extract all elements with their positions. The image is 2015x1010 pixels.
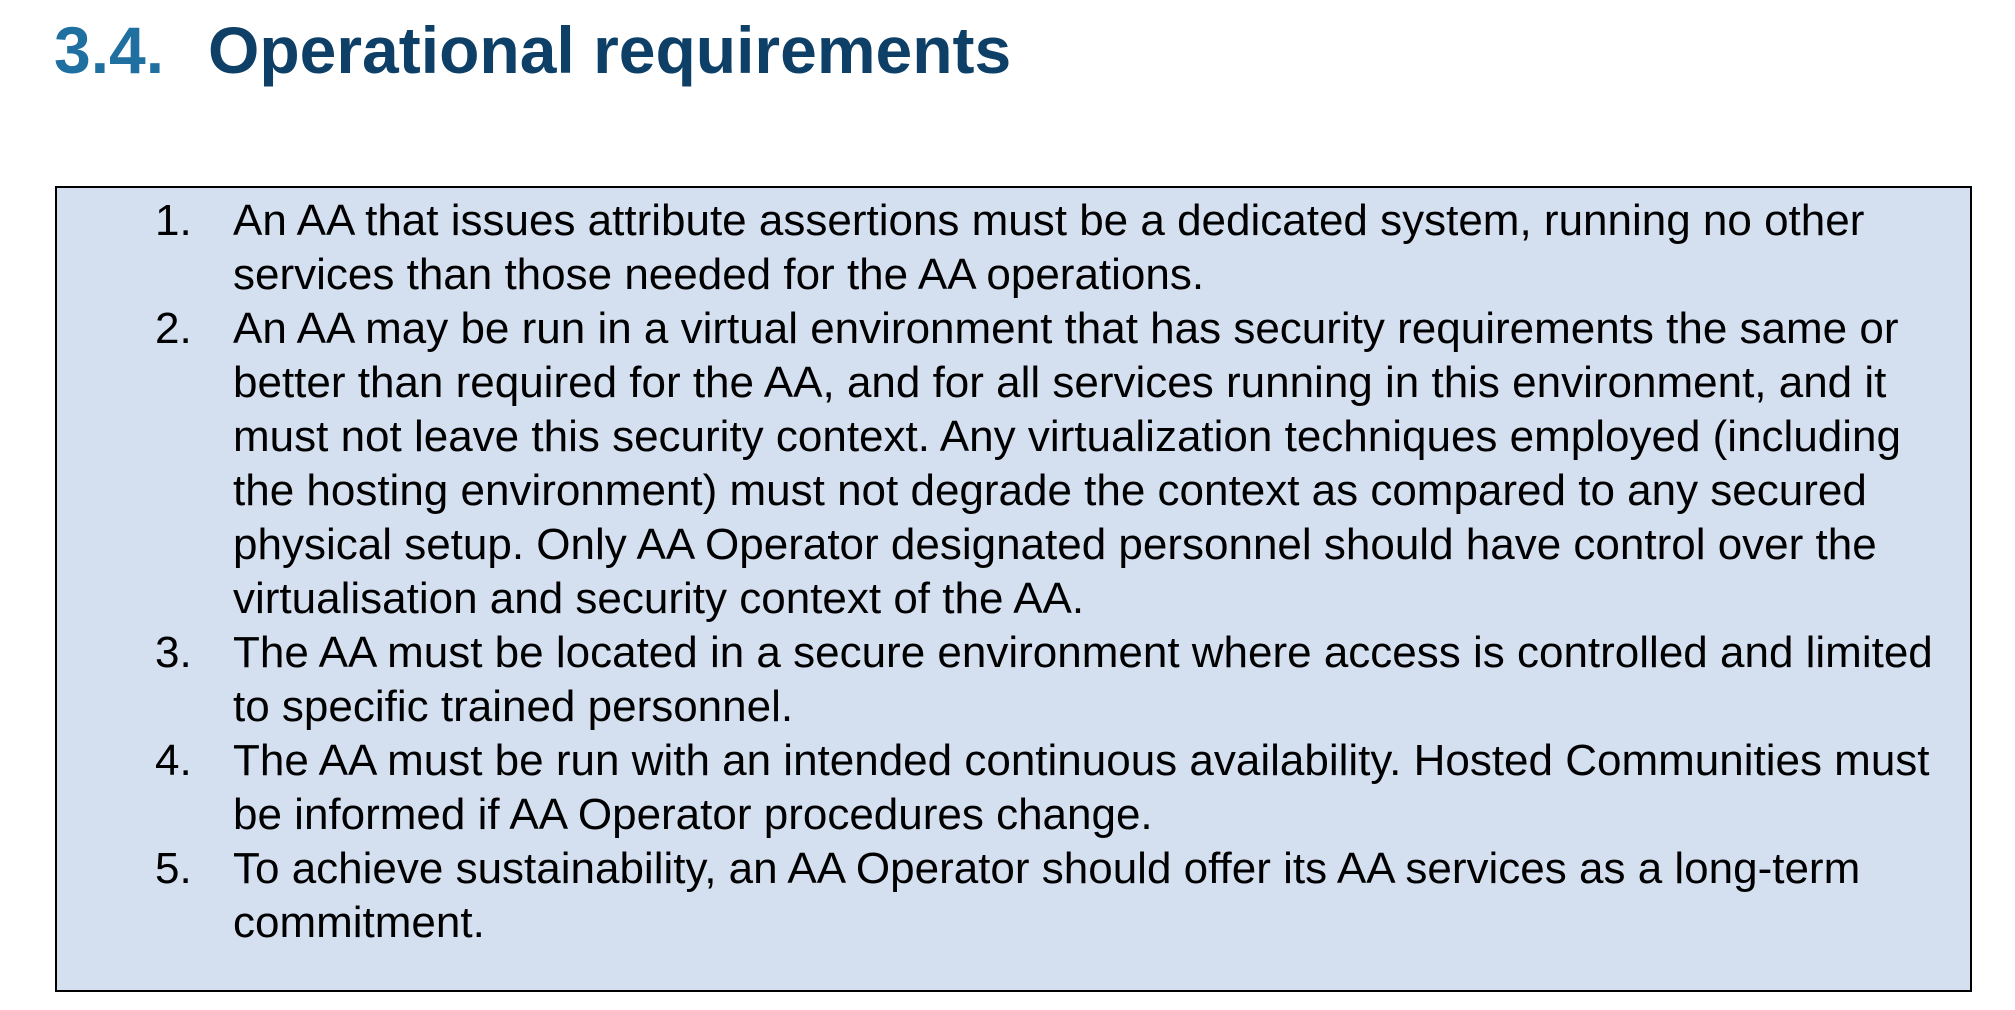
requirement-text: To achieve sustainability, an AA Operator should offer its AA services as a long-term commitment. [233,844,1861,947]
section-heading [54,8,1011,92]
requirement-number: 4. [155,736,192,785]
requirement-text: The AA must be run with an intended continuous availability. Hosted Communities must be informed if AA Operator procedures change. [233,736,1930,839]
requirement-number: 3. [155,628,192,677]
requirement-item-2 [57,302,1970,626]
requirement-text: The AA must be located in a secure environment where access is controlled and limited to specific trained personnel. [233,628,1933,731]
requirement-text: An AA may be run in a virtual environment that has security requirements the same or better than required for the AA, and for all services running in this environment, and it must not leave this security context. Any virtualization techniques employed (including the hosting environment) must not degrade the context as compared to any secured physical setup. Only AA Operator designated personnel should have control over the virtualisation and security context of the AA. [233,304,1901,623]
requirement-text: An AA that issues attribute assertions must be a dedicated system, running no other services than those needed for the AA operations. [233,196,1865,299]
section-number: 3.4. [54,13,165,87]
requirement-number: 2. [155,304,192,353]
requirement-number: 1. [155,196,192,245]
requirement-item-1 [57,194,1970,302]
requirement-item-5 [57,842,1970,950]
requirement-number: 5. [155,844,192,893]
requirements-box [55,186,1972,992]
section-title: Operational requirements [208,13,1012,87]
requirement-item-4 [57,734,1970,842]
requirements-list [57,194,1970,950]
requirement-item-3 [57,626,1970,734]
